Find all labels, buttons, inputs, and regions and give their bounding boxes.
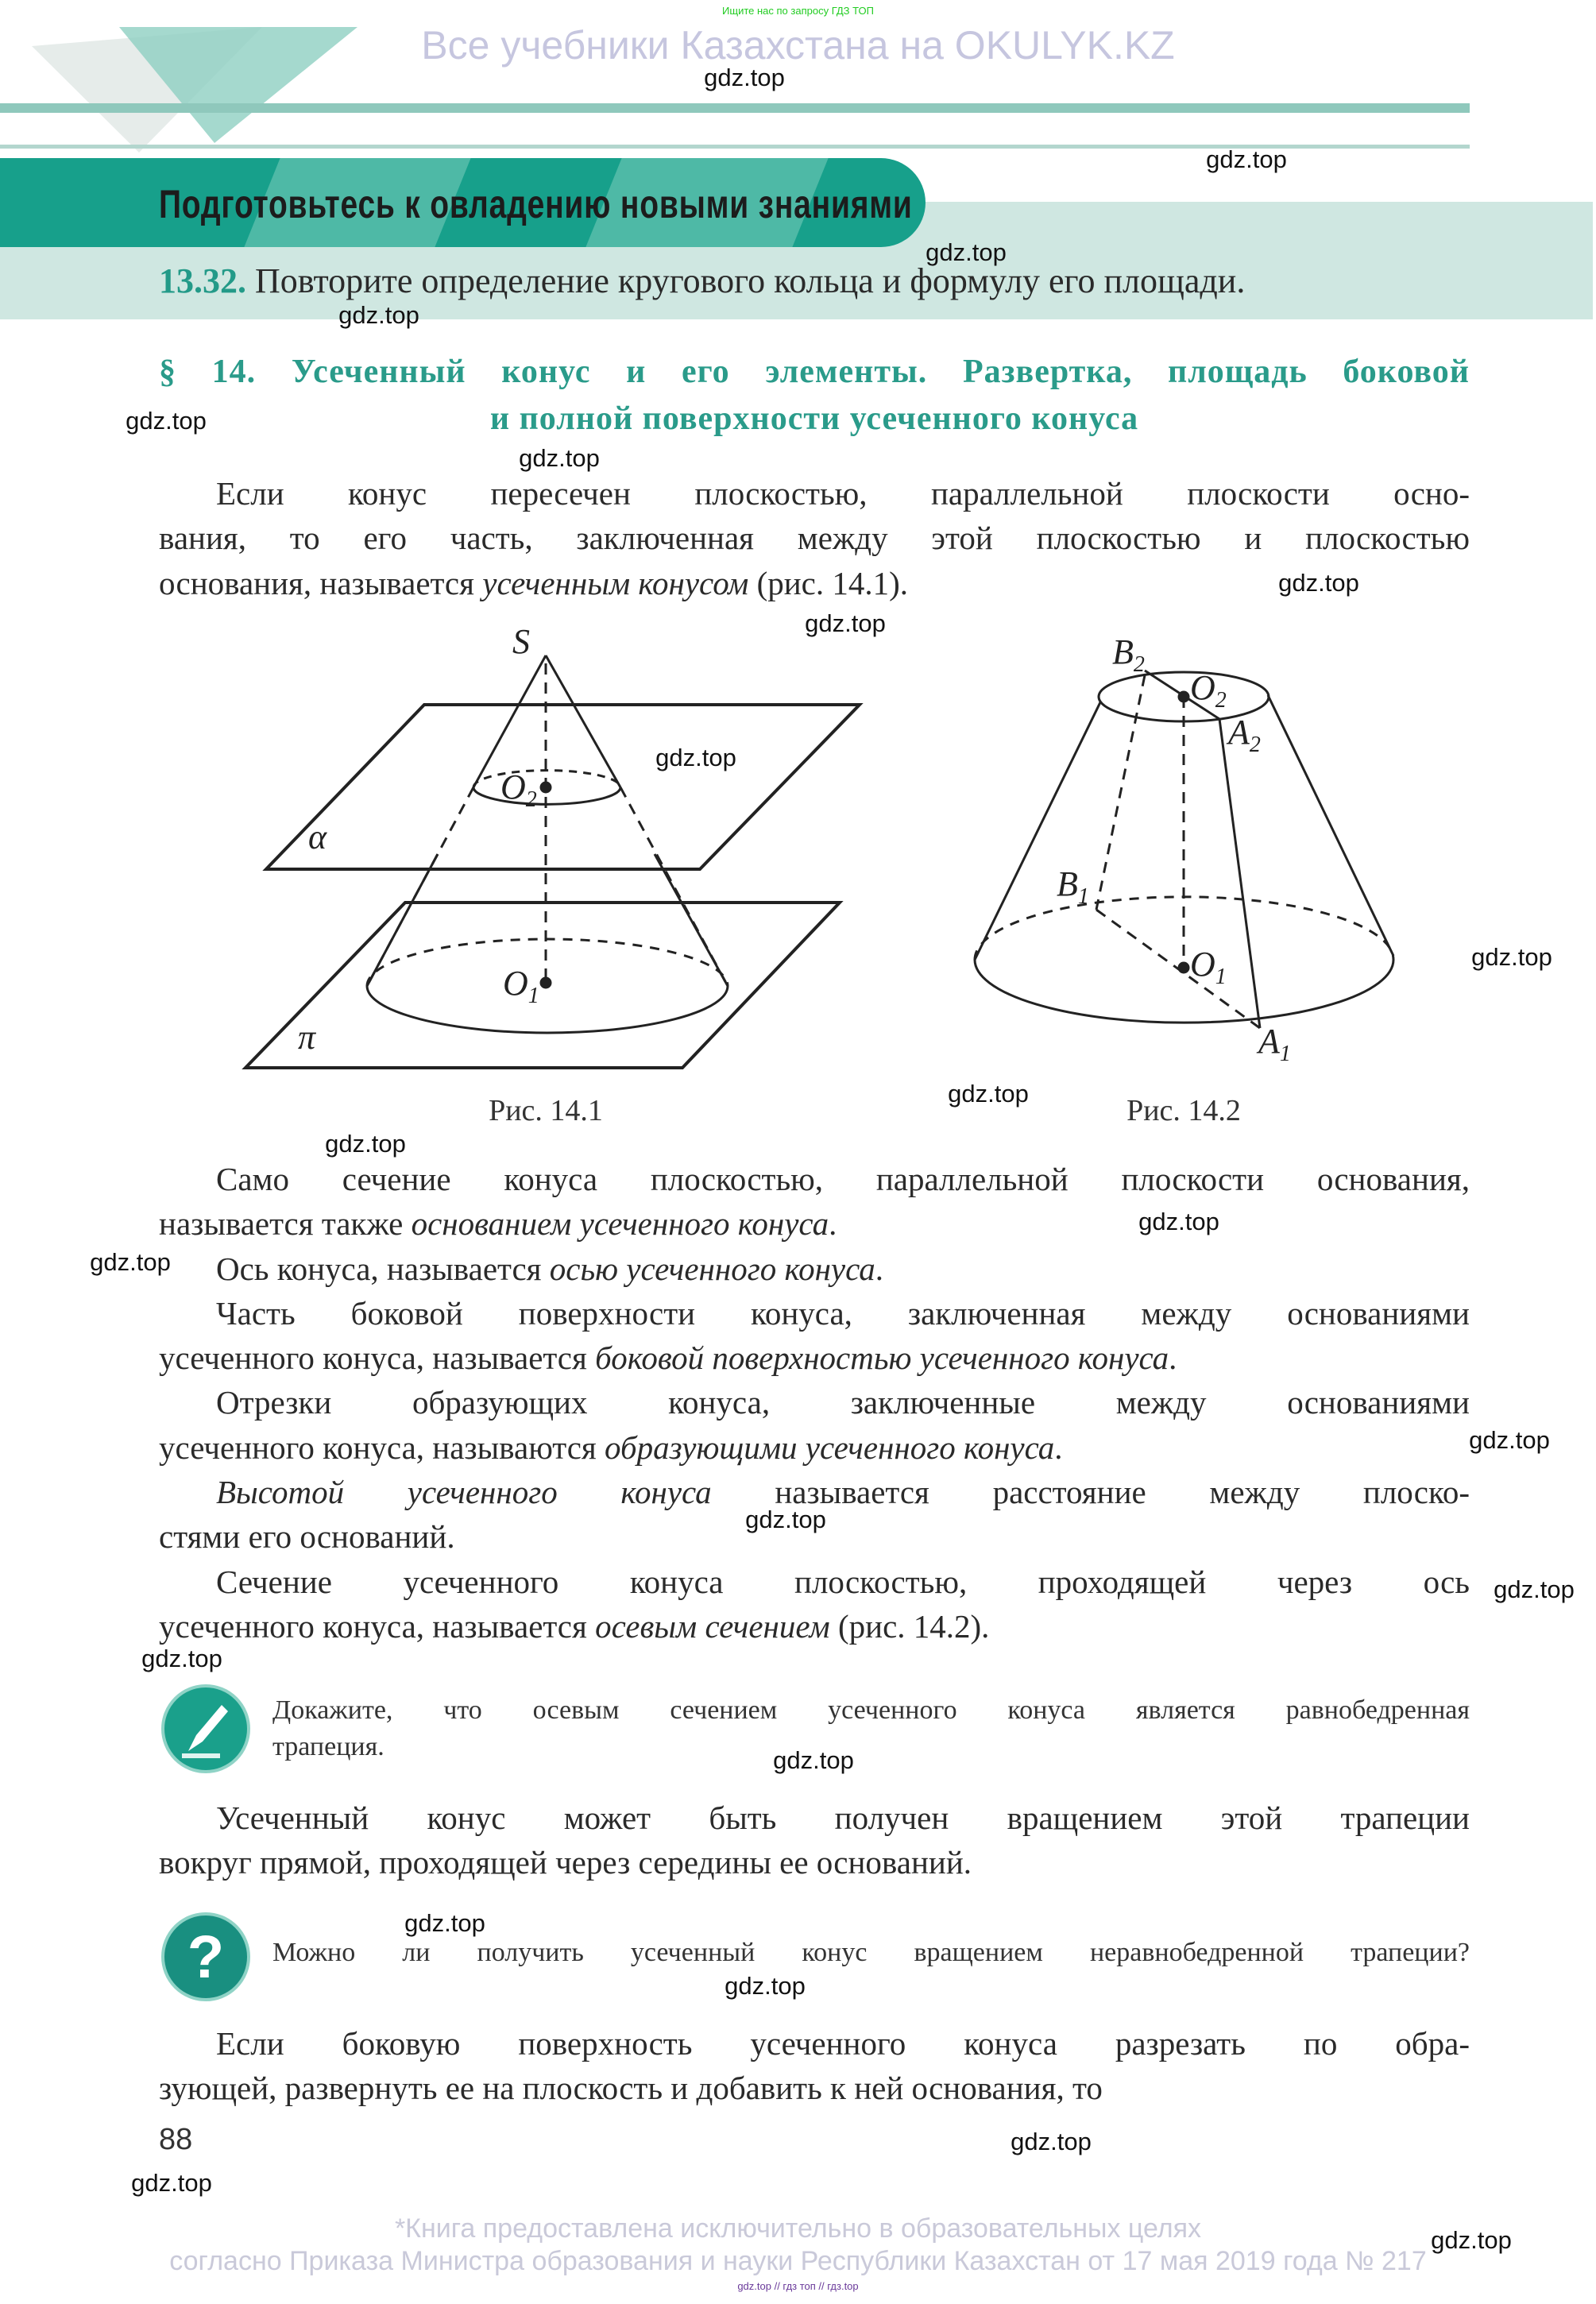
watermark: gdz.top <box>948 1080 1029 1108</box>
label-o2: $O_2$ <box>500 767 537 812</box>
watermark: gdz.top <box>1494 1575 1575 1603</box>
text-line <box>159 1425 1470 1470</box>
watermark: gdz.top <box>926 238 1007 266</box>
label-o1: $O_1$ <box>1190 945 1227 989</box>
text-line <box>159 1560 1470 1604</box>
watermark: gdz.top <box>519 444 600 472</box>
text-run: Само сечение конуса плоскостью, параллельной плоскости основания, <box>216 1161 1470 1197</box>
text-run: . <box>1169 1339 1177 1377</box>
term-italic: усеченным конусом <box>482 564 749 601</box>
footer-line2: согласно Приказа Министра образования и науки Республики Казахстан от 17 мая 2019 года № 217 <box>169 2246 1427 2276</box>
section-heading-line2: и полной поверхности усеченного конуса <box>489 400 1139 437</box>
text-line <box>159 1201 1470 1246</box>
label-s: S <box>512 622 530 661</box>
text-line <box>159 1796 1470 1840</box>
text-run: Если конус пересечен плоскостью, параллельной плоскости осно- <box>216 475 1470 512</box>
question-icon: ? <box>161 1912 250 2001</box>
text-run: Если боковую поверхность усеченного конуса разрезать по обра- <box>216 2025 1470 2062</box>
text-line <box>159 1336 1470 1380</box>
term-italic: Высотой усеченного конуса <box>216 1474 712 1511</box>
watermark: gdz.top <box>338 301 419 329</box>
term-italic: основанием усеченного конуса <box>411 1205 829 1243</box>
text-run: вокруг прямой, проходящей через середины ее оснований. <box>159 1844 972 1881</box>
watermark: gdz.top <box>773 1746 854 1774</box>
label-b1: $B_1$ <box>1057 864 1089 909</box>
text-run: . <box>1054 1428 1063 1466</box>
text-line <box>159 1840 1470 1885</box>
watermark: gdz.top <box>1138 1208 1219 1235</box>
figure-14-2-caption: Рис. 14.2 <box>1126 1094 1241 1127</box>
text-line <box>159 1157 1470 1201</box>
search-hint: Ищите нас по запросу ГДЗ ТОП <box>722 5 874 17</box>
watermark: gdz.top <box>725 1972 806 2000</box>
text-run: Сечение усеченного конуса плоскостью, проходящей через ось <box>216 1563 1470 1600</box>
watermark: gdz.top <box>131 2169 212 2197</box>
task-text: Повторите определение кругового кольца и формулу его площади. <box>255 261 1246 300</box>
label-a2: $A_2$ <box>1228 713 1261 757</box>
question-note-text: Можно ли получить усеченный конус вращением неравнобедренной трапеции? <box>272 1938 1470 1967</box>
text-run: вания, то его часть, заключенная между этой плоскостью и плоскостью <box>159 520 1470 557</box>
label-alpha: α <box>308 818 327 856</box>
watermark: gdz.top <box>704 64 785 91</box>
text-line <box>159 1291 1470 1336</box>
text-run: . <box>829 1205 837 1243</box>
watermark: gdz.top <box>1278 569 1359 597</box>
figure-14-1-caption: Рис. 14.1 <box>489 1094 603 1127</box>
question-note <box>272 1935 1470 1971</box>
section-heading-line1: § 14. Усеченный конус и его элементы. Развертка, площадь боковой <box>159 354 1470 390</box>
page-number: 88 <box>159 2123 193 2156</box>
term-italic: образующими усеченного конуса <box>605 1428 1055 1466</box>
label-pi: π <box>298 1018 316 1057</box>
prove-note-line2: трапеция. <box>272 1732 385 1761</box>
text-line <box>159 1380 1470 1425</box>
watermark: gdz.top <box>745 1506 826 1533</box>
text-run: стями его оснований. <box>159 1518 455 1556</box>
text-run: Отрезки образующих конуса, заключенные между основаниями <box>216 1384 1470 1421</box>
footer-line1: *Книга предоставлена исключительно в образовательных целях <box>394 2213 1202 2244</box>
term-italic: осевым сечением <box>595 1607 830 1645</box>
text-run: Ось конуса, называется <box>216 1250 550 1287</box>
figure-14-2 <box>975 671 1393 1028</box>
text-line <box>159 2066 1470 2110</box>
text-block-rotation <box>159 1796 1470 1885</box>
label-o1: $O_1$ <box>503 964 539 1008</box>
watermark: gdz.top <box>1206 145 1287 173</box>
text-line <box>159 1247 1470 1291</box>
label-b2: $B_2$ <box>1112 632 1145 677</box>
text-run: (рис. 14.2). <box>829 1607 990 1645</box>
text-run: усеченного конуса, называется <box>159 1339 596 1377</box>
text-run: Часть боковой поверхности конуса, заключенная между основаниями <box>216 1294 1470 1332</box>
footer-links[interactable]: gdz.top // гдз топ // гдз.top <box>737 2280 859 2292</box>
watermark: gdz.top <box>1471 943 1552 971</box>
text-block-net <box>159 2021 1470 2111</box>
watermark: gdz.top <box>1469 1426 1550 1454</box>
text-run: (рис. 14.1). <box>748 564 909 601</box>
label-o2: $O_2$ <box>1190 668 1227 713</box>
term-italic: боковой поверхностью усеченного конуса <box>595 1339 1169 1377</box>
text-run: называется также <box>159 1205 412 1243</box>
text-run: усеченного конуса, называются <box>159 1428 605 1466</box>
watermark: gdz.top <box>126 407 207 435</box>
text-run: называется расстояние между плоско- <box>711 1474 1470 1511</box>
figure-14-1 <box>245 655 860 1068</box>
term-italic: осью усеченного конуса <box>549 1250 875 1287</box>
text-run: зующей, развернуть ее на плоскость и добавить к ней основания, то <box>159 2070 1103 2107</box>
plane-alpha <box>266 705 860 869</box>
watermark: gdz.top <box>90 1248 171 1276</box>
text-line <box>159 1604 1470 1649</box>
watermark: gdz.top <box>1011 2128 1092 2155</box>
watermark: gdz.top <box>655 744 736 771</box>
prep-title: Подготовьтесь к овладению новыми знаниями <box>159 182 913 226</box>
text-block-definitions <box>159 1157 1470 1649</box>
label-a1: $A_1$ <box>1258 1022 1291 1066</box>
watermark: gdz.top <box>404 1909 485 1937</box>
text-line <box>159 2021 1470 2066</box>
prove-note <box>272 1692 1470 1765</box>
text-run: Усеченный конус может быть получен вращением этой трапеции <box>216 1800 1470 1836</box>
watermark: gdz.top <box>1431 2226 1512 2254</box>
watermark: gdz.top <box>805 609 886 637</box>
text-run: . <box>875 1250 883 1287</box>
site-banner[interactable]: Все учебники Казахстана на OKULYK.KZ <box>421 23 1175 68</box>
text-run: основания, называется <box>159 564 483 601</box>
pencil-icon <box>161 1684 250 1773</box>
watermark: gdz.top <box>325 1130 406 1158</box>
task-number: 13.32. <box>159 261 246 300</box>
watermark: gdz.top <box>141 1645 222 1672</box>
text-run: усеченного конуса, называется <box>159 1607 596 1645</box>
prove-note-line1: Докажите, что осевым сечением усеченного конуса является равнобедренная <box>272 1695 1470 1725</box>
